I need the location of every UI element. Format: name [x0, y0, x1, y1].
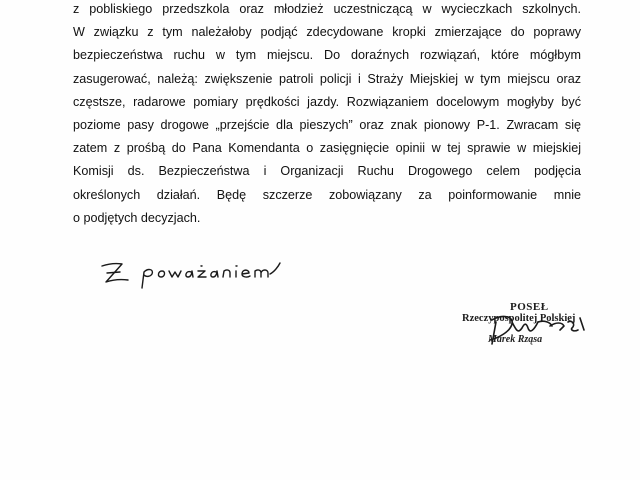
letter-line-9: określonych działań. Będę szczerze zobowiązany za poinformowanie mnie: [73, 187, 581, 202]
handwritten-closing: [98, 246, 298, 292]
stamp-title: POSEŁ: [510, 301, 549, 313]
letter-line-3: bezpieczeństwa ruchu w tym miejscu. Do doraźnych rozwiązań, które mógłbym: [73, 48, 581, 63]
letter-body: [73, 0, 581, 230]
letter-line-2: W związku z tym należałoby podjąć zdecydowane kropki zmierzające do poprawy: [73, 25, 581, 40]
stamp-name: Marek Rząsa: [488, 334, 543, 345]
stamp-subtitle: Rzeczypospolitej Polskiej: [462, 313, 576, 324]
letter-line-8: Komisji ds. Bezpieczeństwa i Organizacji Ruchu Drogowego celem podjęcia: [73, 164, 581, 179]
signature-strokes: [452, 300, 602, 356]
letter-line-5: częstsze, radarowe pomiary prędkości jazdy. Rozwiązaniem docelowym mogłyby być: [73, 94, 581, 109]
letter-line-10: o podjętych decyzjach.: [73, 210, 201, 225]
letter-line-4: zasugerować, należą: zwiększenie patroli policji i Straży Miejskiej w tym miejscu oraz: [73, 71, 581, 86]
official-stamp: [452, 300, 602, 356]
letter-line-1: z pobliskiego przedszkola oraz młodzież uczestniczącą w wycieczkach szkolnych.: [73, 2, 581, 16]
letter-line-6: poziome pasy drogowe „przejście dla pieszych” oraz znak pionowy P-1. Zwracam się: [73, 118, 581, 133]
letter-line-7: zatem z prośbą do Pana Komendanta o zasięgnięcie opinii w tej sprawie w miejskiej: [73, 141, 581, 156]
handwritten-closing-strokes: [98, 246, 298, 292]
